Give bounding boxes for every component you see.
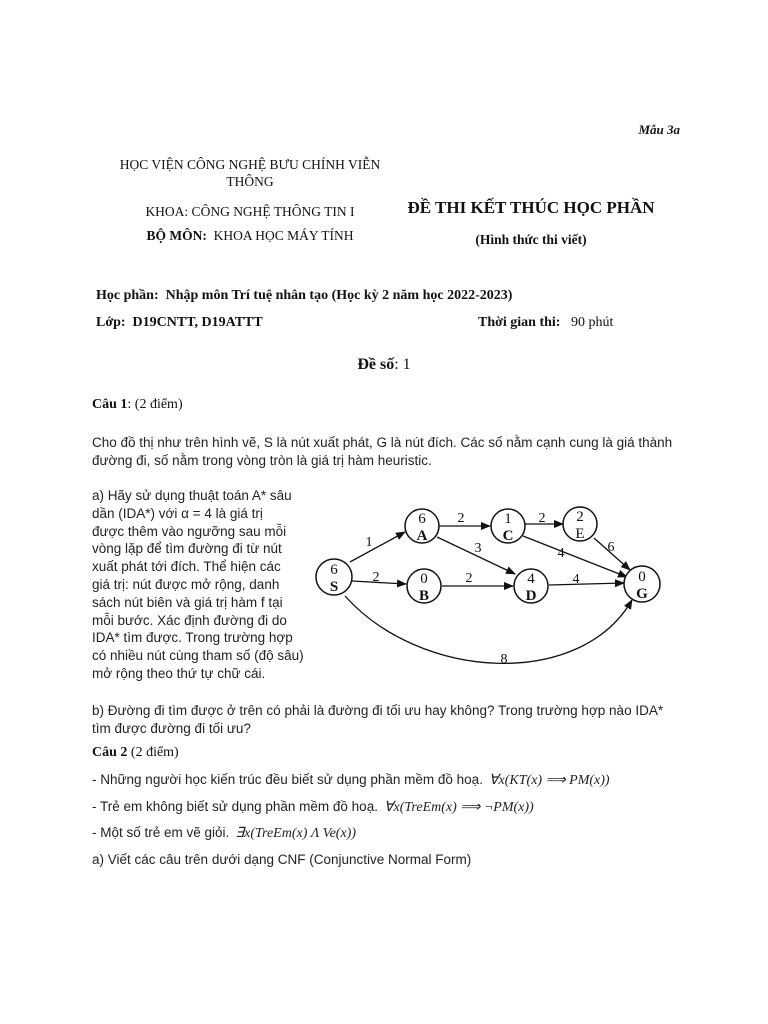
part-a-line: được thêm vào ngưỡng sau mỗi <box>92 523 287 539</box>
edge-d-g <box>549 583 624 585</box>
node-a-h: 6 <box>418 511 426 527</box>
part-a-line: mỗi bước. Xác định đường đi do <box>92 612 287 628</box>
intro-line: đường đi, số nằm trong vòng tròn là giá trị hàm heuristic. <box>92 453 432 468</box>
course-value: Nhập môn Trí tuệ nhân tạo (Học kỳ 2 năm học 2022-2023) <box>165 288 513 303</box>
question-2-heading <box>92 745 179 761</box>
exam-number-label: Đề số <box>357 356 395 373</box>
part-a-line: sách nút biên và giá trị hàm f tại <box>92 594 283 610</box>
node-c-name: C <box>502 528 514 544</box>
statement-formula: ∀x(TreEm(x) ⟹ ¬PM(x)) <box>383 800 534 815</box>
class-value: D19CNTT, D19ATTT <box>132 315 263 330</box>
question-1-points: : (2 điểm) <box>127 397 183 412</box>
part-a-line: xuất phát tới đích. Thể hiện các <box>92 559 281 575</box>
node-s-h: 6 <box>330 562 338 578</box>
part-a-line: mở rộng theo thứ tự chữ cái. <box>92 665 266 681</box>
faculty-line: KHOA: CÔNG NGHỆ THÔNG TIN I <box>145 204 355 219</box>
exam-form: (Hình thức thi viết) <box>475 232 587 247</box>
time-value: 90 phút <box>570 315 614 330</box>
edge-cost-c-e: 2 <box>538 511 546 526</box>
edge-cost-b-d: 2 <box>465 571 473 586</box>
statement-formula: ∃x(TreEm(x) Λ Ve(x)) <box>235 826 356 841</box>
part-a-line: có nhiều nút cùng tham số (độ sâu) <box>92 648 304 664</box>
part-a-line: a) Hãy sử dụng thuật toán A* sâu <box>92 488 292 503</box>
edge-cost-s-g: 8 <box>500 652 508 667</box>
edge-cost-s-a: 1 <box>365 535 373 550</box>
edge-cost-d-g: 4 <box>572 572 580 587</box>
time-label: Thời gian thi: <box>478 315 561 330</box>
statement-text: - Những người học kiến trúc đều biết sử dụng phần mềm đồ hoạ. <box>92 772 483 787</box>
course-label: Học phần: <box>96 288 159 303</box>
edge-cost-a-d: 3 <box>474 541 482 556</box>
node-e-name: E <box>575 526 585 542</box>
node-b-name: B <box>418 588 430 604</box>
exam-title: ĐỀ THI KẾT THÚC HỌC PHẦN <box>407 198 655 217</box>
form-code: Mẫu 3a <box>638 122 680 137</box>
node-c-h: 1 <box>504 511 512 527</box>
edge-s-a <box>350 532 405 562</box>
node-g-name: G <box>636 586 648 602</box>
department-value: KHOA HỌC MÁY TÍNH <box>213 228 354 243</box>
statement-text: - Một số trẻ em vẽ giỏi. <box>92 825 230 840</box>
statement-formula: ∀x(KT(x) ⟹ PM(x)) <box>488 773 610 788</box>
statement-2 <box>92 798 534 817</box>
institution-name: HỌC VIỆN CÔNG NGHỆ BƯU CHÍNH VIỄN THÔNG <box>119 157 381 189</box>
node-s-name: S <box>329 579 339 595</box>
part-a-line: IDA* tìm được. Trong trường hợp <box>92 630 293 646</box>
statement-text: - Trẻ em không biết sử dụng phần mềm đồ hoạ. <box>92 799 378 814</box>
edge-cost-a-c: 2 <box>457 511 465 526</box>
node-g-h: 0 <box>638 569 646 585</box>
node-d-name: D <box>525 588 537 604</box>
department-label: BỘ MÔN: <box>146 228 207 243</box>
question-2-points: (2 điểm) <box>127 745 179 760</box>
node-b-h: 0 <box>420 571 428 587</box>
part-a-line: giá trị: nút được mở rộng, danh <box>92 576 280 592</box>
edge-cost-e-g: 6 <box>607 540 615 555</box>
edge-cost-s-b: 2 <box>372 570 380 585</box>
question-1-label: Câu 1 <box>92 397 128 412</box>
part-a-line: dần (IDA*) với α = 4 là giá trị <box>92 505 263 521</box>
part-a-line: vòng lặp để tìm đường đi từ nút <box>92 541 282 557</box>
part-b-line: b) Đường đi tìm được ở trên có phải là đường đi tối ưu hay không? Trong trường hợp nào IDA* <box>92 703 664 718</box>
part-b-line: tìm được đường đi tối ưu? <box>92 721 251 736</box>
edge-cost-c-g: 4 <box>557 546 565 561</box>
class-label: Lớp: <box>96 315 126 330</box>
statement-3 <box>92 824 356 843</box>
question-1-part-b <box>92 702 692 738</box>
node-d-h: 4 <box>527 571 535 587</box>
question-2-label: Câu 2 <box>92 745 128 760</box>
node-e-h: 2 <box>576 509 584 525</box>
question-2-part-a: a) Viết các câu trên dưới dạng CNF (Conjunctive Normal Form) <box>92 852 472 867</box>
node-a-name: A <box>416 528 428 544</box>
intro-line: Cho đồ thị như trên hình vẽ, S là nút xuất phát, G là nút đích. Các số nằm cạnh cung là giá thành <box>92 435 673 450</box>
edge-s-g <box>345 596 632 663</box>
exam-number-value: : 1 <box>394 356 411 373</box>
statement-1 <box>92 771 610 790</box>
